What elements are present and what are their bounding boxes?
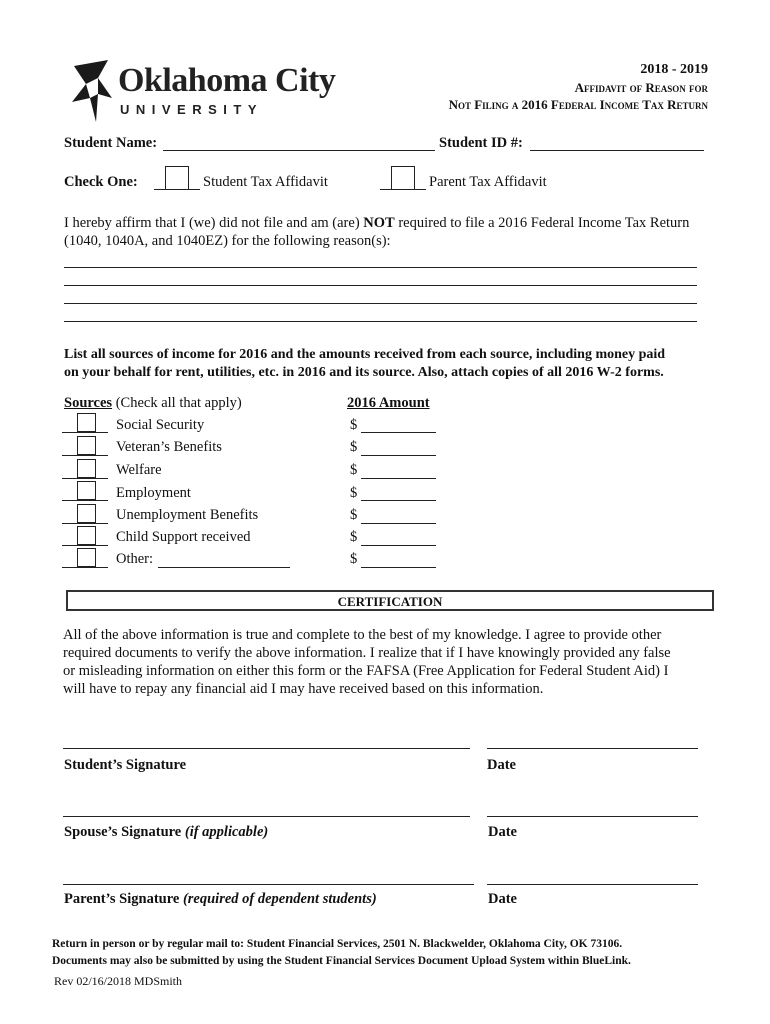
certification-banner xyxy=(66,590,714,611)
reason-line[interactable] xyxy=(64,267,697,268)
student-affidavit-label: Student Tax Affidavit xyxy=(203,174,328,190)
unemployment-checkbox[interactable] xyxy=(77,504,96,523)
parent-affidavit-label: Parent Tax Affidavit xyxy=(429,174,547,190)
income-instructions-line1: List all sources of income for 2016 and the amounts received from each source, including money paid xyxy=(64,347,666,362)
check-one-label: Check One: xyxy=(64,174,138,190)
parent-signature-note: (required of dependent students) xyxy=(182,891,377,907)
child-support-checkbox[interactable] xyxy=(77,526,96,545)
source-line xyxy=(62,432,108,433)
veterans-benefits-checkbox[interactable] xyxy=(77,436,96,455)
parent-affidavit-checkbox[interactable] xyxy=(391,166,415,190)
spouse-signature-field[interactable] xyxy=(63,816,470,817)
sources-header xyxy=(64,395,242,412)
amount-field[interactable] xyxy=(361,545,436,546)
source-line xyxy=(62,500,108,501)
currency-symbol: $ xyxy=(350,417,358,433)
star-logo-icon xyxy=(68,58,118,124)
source-label: Welfare xyxy=(116,462,162,478)
certification-title: CERTIFICATION xyxy=(337,594,443,609)
employment-checkbox[interactable] xyxy=(77,481,96,500)
source-line xyxy=(62,567,108,568)
parent-signature-text: Parent’s Signature xyxy=(64,891,183,907)
currency-symbol: $ xyxy=(350,551,358,567)
income-instructions-line2: on your behalf for rent, utilities, etc. in 2016 and its source. Also, attach copies of all 2016 W-2 forms. xyxy=(64,365,664,380)
certification-line: All of the above information is true and complete to the best of my knowledge. I agree to provide other xyxy=(63,627,662,643)
source-label: Unemployment Benefits xyxy=(116,507,259,523)
student-signature-label: Student’s Signature xyxy=(64,757,187,773)
not-emphasis: NOT xyxy=(363,215,395,231)
amount-field[interactable] xyxy=(361,500,436,501)
student-affidavit-checkbox[interactable] xyxy=(165,166,189,190)
spouse-signature-note: (if applicable) xyxy=(184,824,269,840)
spouse-signature-text: Spouse’s Signature xyxy=(64,824,185,840)
source-label: Child Support received xyxy=(116,529,251,545)
source-line xyxy=(62,455,108,456)
form-title-line2: Not Filing a 2016 Federal Income Tax Return xyxy=(448,97,708,112)
parent-signature-label xyxy=(64,891,377,908)
spouse-signature-label xyxy=(64,824,268,841)
source-label: Social Security xyxy=(116,417,205,433)
certification-line: required documents to verify the above information. I realize that if I have knowingly provided any false xyxy=(63,645,671,661)
certification-line: or misleading information on either this form or the FAFSA (Free Application for Federal Student Aid) I xyxy=(63,663,669,679)
parent-signature-field[interactable] xyxy=(63,884,474,885)
other-source-field[interactable] xyxy=(158,567,290,568)
affirmation-text-cont: required to file a 2016 Federal Income Tax Return xyxy=(394,215,690,231)
revision-note: Rev 02/16/2018 MDSmith xyxy=(54,974,183,988)
amount-field[interactable] xyxy=(361,478,436,479)
student-name-label: Student Name: xyxy=(64,135,158,151)
source-label: Veteran’s Benefits xyxy=(116,439,222,455)
source-line xyxy=(62,523,108,524)
spouse-date-field[interactable] xyxy=(487,816,698,817)
student-name-field[interactable] xyxy=(163,150,435,151)
footer-mail-instructions: Return in person or by regular mail to: Student Financial Services, 2501 N. Blackwelder, Oklahoma City, OK 73106. xyxy=(52,938,623,950)
sources-header-note: (Check all that apply) xyxy=(112,395,242,411)
student-date-field[interactable] xyxy=(487,748,698,749)
source-label: Employment xyxy=(116,485,191,501)
amount-field[interactable] xyxy=(361,455,436,456)
currency-symbol: $ xyxy=(350,507,358,523)
amount-header: 2016 Amount xyxy=(347,395,430,411)
logo-wordmark: Oklahoma City xyxy=(118,62,336,99)
logo-university-text: UNIVERSITY xyxy=(120,102,264,117)
affirmation-line1 xyxy=(64,214,724,232)
student-id-field[interactable] xyxy=(530,150,704,151)
parent-date-field[interactable] xyxy=(487,884,698,885)
reason-line[interactable] xyxy=(64,321,697,322)
amount-field[interactable] xyxy=(361,567,436,568)
student-id-label: Student ID #: xyxy=(439,135,523,151)
affirmation-text: I hereby affirm that I (we) did not file and am (are) xyxy=(64,215,364,231)
amount-field[interactable] xyxy=(361,523,436,524)
date-label: Date xyxy=(487,757,516,773)
currency-symbol: $ xyxy=(350,439,358,455)
university-logo xyxy=(68,58,338,124)
academic-year: 2018 - 2019 xyxy=(640,62,708,77)
date-label: Date xyxy=(488,891,517,907)
currency-symbol: $ xyxy=(350,485,358,501)
currency-symbol: $ xyxy=(350,529,358,545)
source-line xyxy=(62,478,108,479)
source-label: Other: xyxy=(116,551,154,567)
certification-line: will have to repay any financial aid I may have received based on this information. xyxy=(63,681,544,697)
footer-upload-instructions: Documents may also be submitted by using the Student Financial Services Document Upload System within BlueLink. xyxy=(52,955,631,967)
social-security-checkbox[interactable] xyxy=(77,413,96,432)
source-line xyxy=(62,545,108,546)
other-checkbox[interactable] xyxy=(77,548,96,567)
reason-line[interactable] xyxy=(64,285,697,286)
reason-line[interactable] xyxy=(64,303,697,304)
amount-field[interactable] xyxy=(361,432,436,433)
sources-header-label: Sources xyxy=(64,395,113,411)
date-label: Date xyxy=(488,824,517,840)
affirmation-line2: (1040, 1040A, and 1040EZ) for the following reason(s): xyxy=(64,233,391,249)
currency-symbol: $ xyxy=(350,462,358,478)
form-title-line1: Affidavit of Reason for xyxy=(574,80,708,95)
student-signature-field[interactable] xyxy=(63,748,470,749)
welfare-checkbox[interactable] xyxy=(77,459,96,478)
